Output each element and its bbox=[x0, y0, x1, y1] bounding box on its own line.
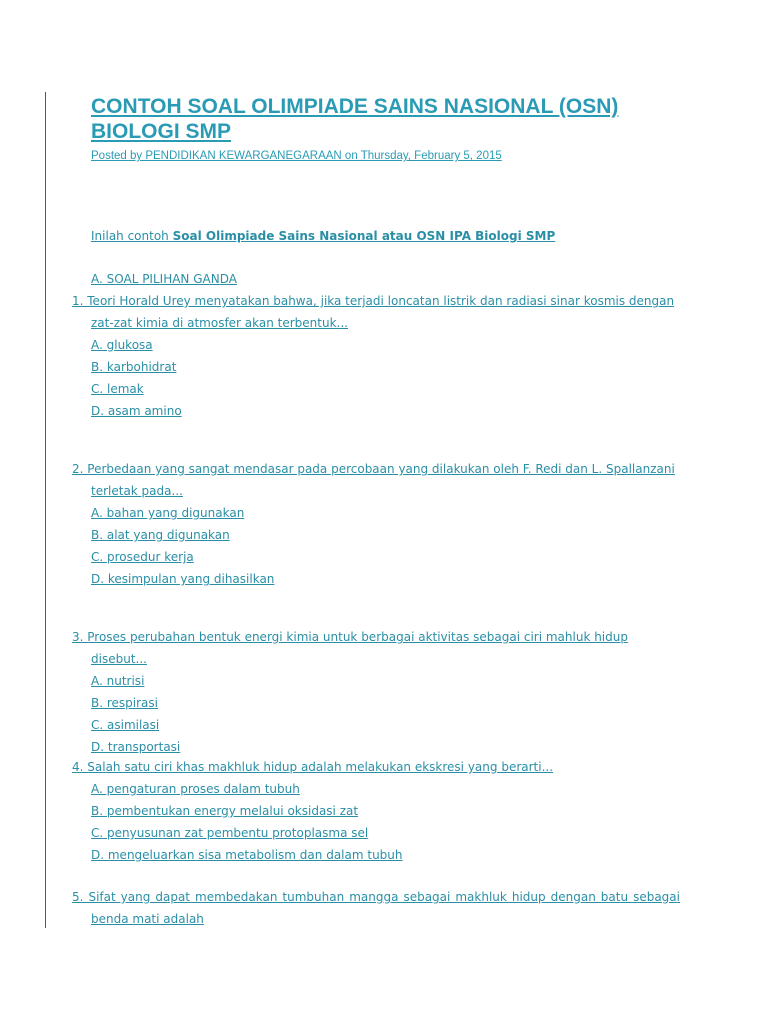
question-2 bbox=[72, 458, 680, 590]
option-c[interactable]: C. lemak bbox=[91, 382, 144, 396]
option-list bbox=[72, 502, 680, 590]
intro-prefix: Inilah contoh bbox=[91, 229, 173, 243]
option-list bbox=[72, 334, 680, 422]
option-d[interactable]: D. asam amino bbox=[91, 404, 182, 418]
question-4 bbox=[72, 756, 680, 866]
option-a[interactable]: A. pengaturan proses dalam tubuh bbox=[91, 782, 300, 796]
option-d[interactable]: D. kesimpulan yang dihasilkan bbox=[91, 572, 275, 586]
question-1 bbox=[72, 290, 680, 422]
question-3 bbox=[72, 626, 680, 758]
post-title[interactable]: CONTOH SOAL OLIMPIADE SAINS NASIONAL (OSN) BIOLOGI SMP bbox=[91, 95, 619, 143]
option-d[interactable]: D. transportasi bbox=[91, 740, 181, 754]
intro-paragraph bbox=[91, 228, 555, 244]
option-list bbox=[72, 670, 680, 758]
option-c[interactable]: C. prosedur kerja bbox=[91, 550, 194, 564]
question-text: 3. Proses perubahan bentuk energi kimia untuk berbagai aktivitas sebagai ciri mahluk hidup disebut... bbox=[72, 630, 628, 666]
question-text: 5. Sifat yang dapat membedakan tumbuhan mangga sebagai makhluk hidup dengan batu sebagai benda mati adalah bbox=[72, 890, 680, 926]
option-a[interactable]: A. nutrisi bbox=[91, 674, 145, 688]
question-text: 4. Salah satu ciri khas makhluk hidup adalah melakukan ekskresi yang berarti... bbox=[72, 760, 554, 774]
question-text: 2. Perbedaan yang sangat mendasar pada percobaan yang dilakukan oleh F. Redi dan L. Spallanzani terletak pada... bbox=[72, 462, 675, 498]
section-heading: A. SOAL PILIHAN GANDA bbox=[91, 272, 237, 286]
intro-link[interactable]: Soal Olimpiade Sains Nasional atau OSN IPA Biologi SMP bbox=[172, 229, 556, 243]
option-b[interactable]: B. karbohidrat bbox=[91, 360, 177, 374]
option-list bbox=[72, 778, 680, 866]
option-a[interactable]: A. glukosa bbox=[91, 338, 153, 352]
option-d[interactable]: D. mengeluarkan sisa metabolism dan dalam tubuh bbox=[91, 848, 403, 862]
option-b[interactable]: B. respirasi bbox=[91, 696, 158, 710]
option-c[interactable]: C. penyusunan zat pembentu protoplasma sel bbox=[91, 826, 369, 840]
question-text: 1. Teori Horald Urey menyatakan bahwa, jika terjadi loncatan listrik dan radiasi sinar kosmis dengan zat-zat kimia di atmosfer akan terbentuk... bbox=[72, 294, 675, 330]
option-b[interactable]: B. alat yang digunakan bbox=[91, 528, 230, 542]
option-c[interactable]: C. asimilasi bbox=[91, 718, 160, 732]
question-5 bbox=[72, 886, 680, 930]
post-meta[interactable]: Posted by PENDIDIKAN KEWARGANEGARAAN on Thursday, February 5, 2015 bbox=[91, 150, 502, 162]
option-b[interactable]: B. pembentukan energy melalui oksidasi zat bbox=[91, 804, 359, 818]
option-a[interactable]: A. bahan yang digunakan bbox=[91, 506, 245, 520]
